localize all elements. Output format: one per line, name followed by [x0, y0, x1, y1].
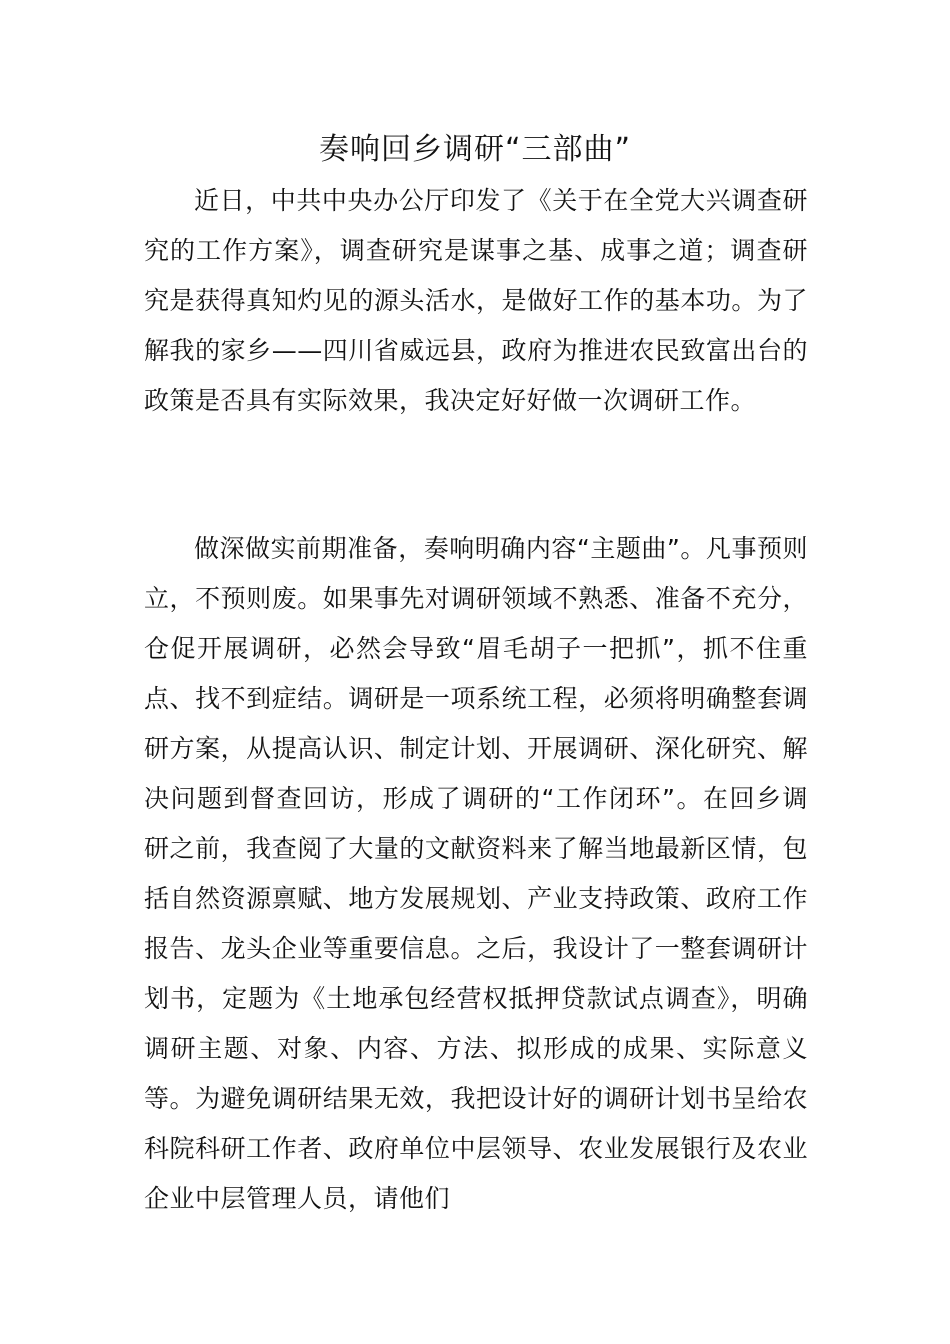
document-title: 奏响回乡调研“三部曲”: [318, 132, 632, 167]
paragraph-intro: 近日，中共中央办公厅印发了《关于在全党大兴调查研究的工作方案》，调查研究是谋事之基、成事之道；调查研究是获得真知灼见的源头活水，是做好工作的基本功。为了解我的家乡——四川省威远县，政府为推进农民致富出台的政策是否具有实际效果，我决定好好做一次调研工作。: [144, 186, 808, 415]
paragraph-preparation: 做深做实前期准备，奏响明确内容“主题曲”。凡事预则立，不预则废。如果事先对调研领域不熟悉、准备不充分，仓促开展调研，必然会导致“眉毛胡子一把抓”，抓不住重点、找不到症结。调研是一项系统工程，必须将明确整套调研方案，从提高认识、制定计划、开展调研、深化研究、解决问题到督查回访，形成了调研的“工作闭环”。在回乡调研之前，我查阅了大量的文献资料来了解当地最新区情，包括自然资源禀赋、地方发展规划、产业支持政策、政府工作报告、龙头企业等重要信息。之后，我设计了一整套调研计划书，定题为《土地承包经营权抵押贷款试点调查》，明确调研主题、对象、内容、方法、拟形成的成果、实际意义等。为避免调研结果无效，我把设计好的调研计划书呈给农科院科研工作者、政府单位中层领导、农业发展银行及农业企业中层管理人员，请他们: [144, 534, 808, 1213]
